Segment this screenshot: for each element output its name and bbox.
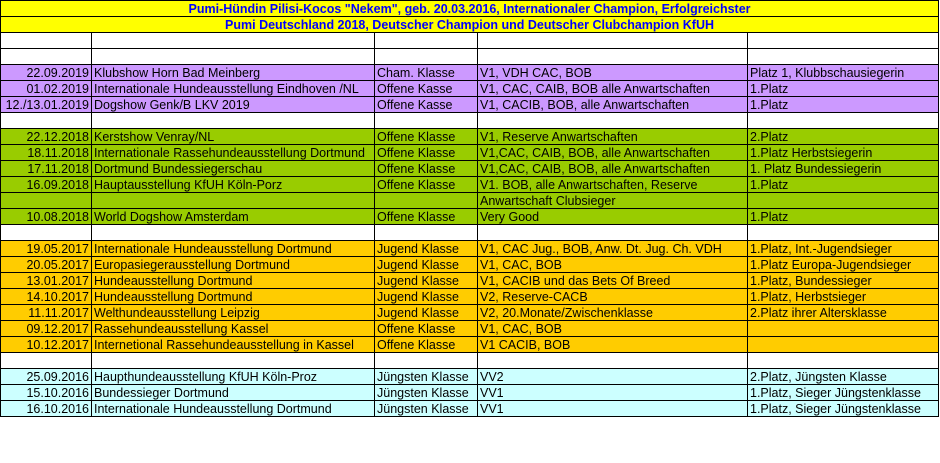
event-cell[interactable]: World Dogshow Amsterdam (92, 209, 375, 225)
placement-cell[interactable]: 1.Platz, Herbstsieger (748, 289, 939, 305)
result-cell[interactable]: V1,CAC, CAIB, BOB, alle Anwartschaften (478, 145, 748, 161)
result-cell[interactable]: V1 CACIB, BOB (478, 337, 748, 353)
result-cell[interactable]: VV1 (478, 385, 748, 401)
event-cell[interactable]: Klubshow Horn Bad Meinberg (92, 65, 375, 81)
event-cell[interactable]: Internationale Hundeausstellung Eindhoven /NL (92, 81, 375, 97)
date-cell[interactable]: 10.12.2017 (1, 337, 92, 353)
result-cell[interactable]: V1, VDH CAC, BOB (478, 65, 748, 81)
event-cell[interactable]: Internationale Hundeausstellung Dortmund (92, 401, 375, 417)
date-cell[interactable]: 14.10.2017 (1, 289, 92, 305)
result-cell[interactable]: V1, CAC, BOB (478, 321, 748, 337)
table-row (1, 209, 939, 225)
class-cell[interactable]: Offene Klasse (375, 161, 478, 177)
placement-cell[interactable]: 1.Platz, Bundessieger (748, 273, 939, 289)
event-cell[interactable]: Internationale Rassehundeausstellung Dortmund (92, 145, 375, 161)
date-cell[interactable] (1, 193, 92, 209)
result-cell[interactable]: V1, CAC Jug., BOB, Anw. Dt. Jug. Ch. VDH (478, 241, 748, 257)
event-cell[interactable]: Haupthundeausstellung KfUH Köln-Proz (92, 369, 375, 385)
result-cell[interactable]: V1. BOB, alle Anwartschaften, Reserve (478, 177, 748, 193)
class-cell[interactable]: Cham. Klasse (375, 65, 478, 81)
placement-cell[interactable]: 2.Platz (748, 129, 939, 145)
event-cell[interactable]: Welthundeausstellung Leipzig (92, 305, 375, 321)
title-row (1, 1, 939, 17)
placement-cell[interactable] (748, 337, 939, 353)
table-row (1, 401, 939, 417)
class-cell[interactable]: Jüngsten Klasse (375, 369, 478, 385)
date-cell[interactable]: 22.12.2018 (1, 129, 92, 145)
empty-cell[interactable] (748, 113, 939, 129)
class-cell[interactable]: Jugend Klasse (375, 273, 478, 289)
result-cell[interactable]: V1, CACIB und das Bets Of Breed (478, 273, 748, 289)
class-cell[interactable]: Offene Klasse (375, 337, 478, 353)
event-cell[interactable]: Hundeausstellung Dortmund (92, 273, 375, 289)
title-row (1, 17, 939, 33)
date-cell[interactable]: 10.08.2018 (1, 209, 92, 225)
placement-cell[interactable]: 1.Platz, Sieger Jüngstenklasse (748, 385, 939, 401)
class-cell[interactable]: Offene Klasse (375, 145, 478, 161)
class-cell[interactable]: Jugend Klasse (375, 305, 478, 321)
event-cell[interactable]: Dogshow Genk/B LKV 2019 (92, 97, 375, 113)
event-cell[interactable]: Bundessieger Dortmund (92, 385, 375, 401)
event-cell[interactable]: Hundeausstellung Dortmund (92, 289, 375, 305)
empty-cell[interactable] (375, 49, 478, 65)
date-cell[interactable]: 13.01.2017 (1, 273, 92, 289)
class-cell[interactable]: Jugend Klasse (375, 257, 478, 273)
placement-cell[interactable]: 1.Platz, Int.-Jugendsieger (748, 241, 939, 257)
date-cell[interactable]: 17.11.2018 (1, 161, 92, 177)
table-row (1, 289, 939, 305)
table-row (1, 337, 939, 353)
blank-row (1, 49, 939, 65)
placement-cell[interactable]: 1.Platz (748, 81, 939, 97)
empty-cell[interactable] (375, 113, 478, 129)
table-row (1, 305, 939, 321)
date-cell[interactable]: 19.05.2017 (1, 241, 92, 257)
class-cell[interactable] (375, 193, 478, 209)
table-row (1, 145, 939, 161)
class-cell[interactable]: Offene Kasse (375, 97, 478, 113)
empty-cell[interactable] (375, 225, 478, 241)
placement-cell[interactable]: 1.Platz (748, 177, 939, 193)
event-cell[interactable] (92, 193, 375, 209)
empty-cell[interactable] (92, 49, 375, 65)
placement-cell[interactable]: 1.Platz, Sieger Jüngstenklasse (748, 401, 939, 417)
class-cell[interactable]: Jüngsten Klasse (375, 385, 478, 401)
empty-cell[interactable] (375, 33, 478, 49)
table-row (1, 241, 939, 257)
event-cell[interactable]: Dortmund Bundessiegerschau (92, 161, 375, 177)
date-cell[interactable]: 25.09.2016 (1, 369, 92, 385)
empty-cell[interactable] (1, 113, 92, 129)
result-cell[interactable]: V1, CACIB, BOB, alle Anwartschaften (478, 97, 748, 113)
empty-cell[interactable] (748, 33, 939, 49)
placement-cell[interactable]: 2.Platz ihrer Altersklasse (748, 305, 939, 321)
placement-cell[interactable]: Platz 1, Klubbschausiegerin (748, 65, 939, 81)
class-cell[interactable]: Jugend Klasse (375, 241, 478, 257)
date-cell[interactable]: 16.09.2018 (1, 177, 92, 193)
empty-cell[interactable] (478, 49, 748, 65)
class-cell[interactable]: Jüngsten Klasse (375, 401, 478, 417)
class-cell[interactable]: Offene Klasse (375, 177, 478, 193)
result-cell[interactable]: VV2 (478, 369, 748, 385)
empty-cell[interactable] (1, 33, 92, 49)
date-cell[interactable]: 18.11.2018 (1, 145, 92, 161)
class-cell[interactable]: Offene Klasse (375, 321, 478, 337)
result-cell[interactable]: V2, Reserve-CACB (478, 289, 748, 305)
result-cell[interactable]: V1, Reserve Anwartschaften (478, 129, 748, 145)
table-row (1, 273, 939, 289)
placement-cell[interactable] (748, 321, 939, 337)
result-cell[interactable]: V1, CAC, BOB (478, 257, 748, 273)
result-cell[interactable]: VV1 (478, 401, 748, 417)
empty-cell[interactable] (92, 353, 375, 369)
table-row (1, 177, 939, 193)
blank-row (1, 33, 939, 49)
date-cell[interactable]: 15.10.2016 (1, 385, 92, 401)
table-row (1, 369, 939, 385)
table-row (1, 161, 939, 177)
empty-cell[interactable] (92, 113, 375, 129)
result-cell[interactable]: Very Good (478, 209, 748, 225)
blank-row (1, 225, 939, 241)
empty-cell[interactable] (748, 49, 939, 65)
date-cell[interactable]: 16.10.2016 (1, 401, 92, 417)
title-cell[interactable]: Pumi Deutschland 2018, Deutscher Champion und Deutscher Clubchampion KfUH (1, 17, 939, 33)
table-row (1, 97, 939, 113)
empty-cell[interactable] (375, 353, 478, 369)
class-cell[interactable]: Offene Klasse (375, 209, 478, 225)
date-cell[interactable]: 12./13.01.2019 (1, 97, 92, 113)
event-cell[interactable]: Europasiegerausstellung Dortmund (92, 257, 375, 273)
date-cell[interactable]: 11.11.2017 (1, 305, 92, 321)
result-cell[interactable]: V2, 20.Monate/Zwischenklasse (478, 305, 748, 321)
table-row (1, 65, 939, 81)
class-cell[interactable]: Offene Klasse (375, 129, 478, 145)
title-cell[interactable]: Pumi-Hündin Pilisi-Kocos "Nekem", geb. 20.03.2016, Internationaler Champion, Erfolgreichster (1, 1, 939, 17)
result-cell[interactable]: V1, CAC, CAIB, BOB alle Anwartschaften (478, 81, 748, 97)
class-cell[interactable]: Offene Kasse (375, 81, 478, 97)
empty-cell[interactable] (478, 225, 748, 241)
event-cell[interactable]: Internetional Rassehundeausstellung in Kassel (92, 337, 375, 353)
table-row (1, 257, 939, 273)
empty-cell[interactable] (1, 49, 92, 65)
blank-row (1, 353, 939, 369)
placement-cell[interactable]: 1.Platz (748, 209, 939, 225)
empty-cell[interactable] (92, 33, 375, 49)
empty-cell[interactable] (92, 225, 375, 241)
table-row (1, 129, 939, 145)
placement-cell[interactable]: 1. Platz Bundessiegerin (748, 161, 939, 177)
event-cell[interactable]: Internationale Hundeausstellung Dortmund (92, 241, 375, 257)
placement-cell[interactable]: 1.Platz Herbstsiegerin (748, 145, 939, 161)
date-cell[interactable]: 20.05.2017 (1, 257, 92, 273)
table-row (1, 193, 939, 209)
empty-cell[interactable] (1, 353, 92, 369)
event-cell[interactable]: Hauptausstellung KfUH Köln-Porz (92, 177, 375, 193)
empty-cell[interactable] (1, 225, 92, 241)
date-cell[interactable]: 09.12.2017 (1, 321, 92, 337)
table-row (1, 385, 939, 401)
placement-cell[interactable]: 2.Platz, Jüngsten Klasse (748, 369, 939, 385)
placement-cell[interactable] (748, 193, 939, 209)
blank-row (1, 113, 939, 129)
event-cell[interactable]: Kerstshow Venray/NL (92, 129, 375, 145)
empty-cell[interactable] (748, 225, 939, 241)
table-row (1, 81, 939, 97)
empty-cell[interactable] (478, 33, 748, 49)
placement-cell[interactable]: 1.Platz (748, 97, 939, 113)
placement-cell[interactable]: 1.Platz Europa-Jugendsieger (748, 257, 939, 273)
table-row (1, 321, 939, 337)
empty-cell[interactable] (478, 113, 748, 129)
date-cell[interactable]: 01.02.2019 (1, 81, 92, 97)
date-cell[interactable]: 22.09.2019 (1, 65, 92, 81)
result-cell[interactable]: Anwartschaft Clubsieger (478, 193, 748, 209)
empty-cell[interactable] (478, 353, 748, 369)
empty-cell[interactable] (748, 353, 939, 369)
result-cell[interactable]: V1,CAC, CAIB, BOB, alle Anwartschaften (478, 161, 748, 177)
event-cell[interactable]: Rassehundeausstellung Kassel (92, 321, 375, 337)
class-cell[interactable]: Jugend Klasse (375, 289, 478, 305)
